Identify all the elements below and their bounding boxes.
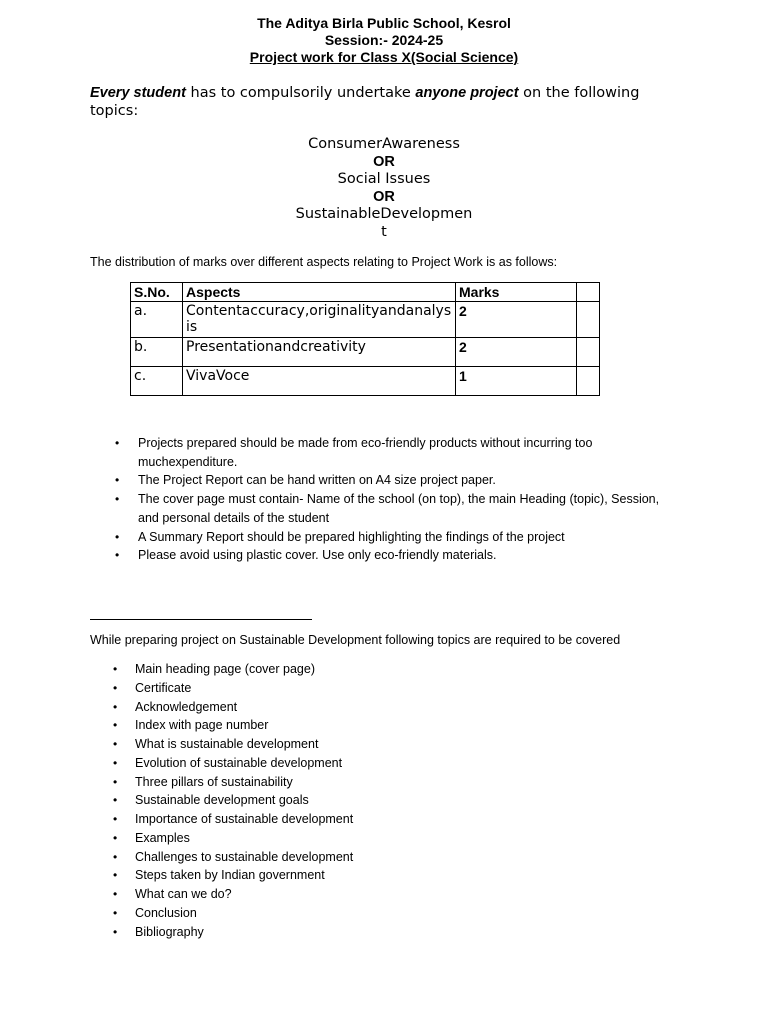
- row-marks: 2: [456, 338, 577, 367]
- list-item: [110, 866, 510, 885]
- topic-text: What is sustainable development: [135, 737, 319, 751]
- rule-text: A Summary Report should be prepared highlighting the findings of the project: [138, 529, 565, 544]
- list-item: [110, 754, 510, 773]
- row-sno: a.: [131, 302, 183, 338]
- list-item: [110, 679, 510, 698]
- topic-sustainable-development: SustainableDevelopment: [295, 206, 473, 240]
- project-title: Project work for Class X(Social Science): [249, 49, 519, 65]
- bullet-icon: •: [113, 924, 118, 939]
- header-marks: Marks: [456, 283, 577, 302]
- list-item: [110, 735, 510, 754]
- list-item: [112, 528, 682, 547]
- rules-list: [112, 434, 682, 565]
- intro-emphasis-project: anyone project: [415, 85, 519, 101]
- topic-consumer-awareness: ConsumerAwareness: [308, 136, 460, 152]
- bullet-icon: •: [115, 436, 120, 450]
- list-item: [110, 829, 510, 848]
- list-item: [112, 546, 682, 565]
- rule-text: Projects prepared should be made from eco-friendly products without incurring too muchexpenditure.: [138, 436, 593, 469]
- bullet-icon: •: [113, 680, 118, 695]
- session-line: Session:- 2024-25: [324, 32, 444, 48]
- row-marks: 1: [456, 367, 577, 396]
- bullet-icon: •: [113, 737, 118, 751]
- marks-table: [130, 282, 600, 396]
- horizontal-divider: [90, 619, 312, 620]
- list-item: [110, 716, 510, 735]
- bullet-icon: •: [113, 830, 118, 845]
- topic-text: Challenges to sustainable development: [135, 849, 354, 864]
- intro-paragraph: [90, 84, 680, 120]
- sd-topics-list: [110, 660, 510, 941]
- topic-text: Sustainable development goals: [135, 793, 309, 808]
- topic-text: Acknowledgement: [135, 699, 238, 714]
- topic-text: Examples: [135, 830, 190, 845]
- topic-text: Three pillars of sustainability: [135, 774, 293, 789]
- rule-text: The Project Report can be hand written on A4 size project paper.: [138, 473, 496, 488]
- list-item: [110, 810, 510, 829]
- bullet-icon: •: [113, 699, 118, 714]
- topic-text: Importance of sustainable development: [135, 812, 354, 826]
- list-item: [110, 660, 510, 679]
- topic-social-issues: Social Issues: [337, 171, 431, 187]
- row-sno: b.: [131, 338, 183, 367]
- bullet-icon: •: [113, 849, 118, 864]
- row-sno: c.: [131, 367, 183, 396]
- preparing-text: While preparing project on Sustainable Development following topics are required to be covered: [90, 633, 621, 647]
- bullet-icon: •: [113, 662, 118, 676]
- table-header-row: [131, 283, 600, 302]
- list-item: [112, 471, 682, 490]
- list-item: [112, 434, 682, 471]
- topic-text: Bibliography: [135, 924, 204, 939]
- bullet-icon: •: [115, 529, 120, 544]
- topic-text: Evolution of sustainable development: [135, 755, 343, 770]
- row-marks: 2: [456, 302, 577, 338]
- distribution-text: The distribution of marks over different aspects relating to Project Work is as follows:: [90, 255, 558, 269]
- intro-emphasis-student: Every student: [90, 85, 186, 101]
- bullet-icon: •: [113, 887, 118, 901]
- intro-text-1: has to compulsorily undertake: [185, 85, 416, 101]
- bullet-icon: •: [113, 718, 118, 733]
- empty-cell: [577, 338, 600, 367]
- empty-cell: [577, 367, 600, 396]
- bullet-icon: •: [113, 793, 118, 808]
- topic-text: Certificate: [135, 680, 192, 695]
- list-item: [110, 904, 510, 923]
- header-aspects: Aspects: [183, 283, 456, 302]
- topic-text: What can we do?: [135, 887, 232, 901]
- list-item: [110, 885, 510, 904]
- bullet-icon: •: [115, 473, 120, 488]
- header-sno: S.No.: [131, 283, 183, 302]
- list-item: [110, 698, 510, 717]
- list-item: [110, 773, 510, 792]
- bullet-icon: •: [115, 492, 120, 507]
- document-header: [0, 15, 768, 66]
- bullet-icon: •: [115, 548, 120, 563]
- table-row: [131, 338, 600, 367]
- row-aspect: VivaVoce: [183, 367, 456, 396]
- school-name: The Aditya Birla Public School, Kesrol: [257, 15, 511, 31]
- intro-text-2: on the following topics:: [90, 85, 640, 119]
- rule-text: Please avoid using plastic cover. Use only eco-friendly materials.: [138, 548, 497, 563]
- table-row: [131, 367, 600, 396]
- empty-cell: [577, 283, 600, 302]
- list-item: [112, 490, 682, 527]
- list-item: [110, 848, 510, 867]
- row-aspect: Presentationandcreativity: [183, 338, 456, 367]
- bullet-icon: •: [113, 755, 118, 770]
- bullet-icon: •: [113, 868, 118, 883]
- empty-cell: [577, 302, 600, 338]
- rule-text: The cover page must contain- Name of the school (on top), the main Heading (topic), Session, and personal details of the student: [138, 492, 660, 525]
- topic-text: Index with page number: [135, 718, 269, 733]
- topic-options: [284, 136, 484, 241]
- row-aspect: Contentaccuracy,originalityandanalysis: [183, 302, 456, 338]
- or-separator: OR: [373, 153, 395, 170]
- list-item: [110, 923, 510, 942]
- topic-text: Conclusion: [135, 905, 197, 920]
- bullet-icon: •: [113, 905, 118, 920]
- bullet-icon: •: [113, 774, 118, 789]
- topic-text: Steps taken by Indian government: [135, 868, 325, 883]
- table-row: [131, 302, 600, 338]
- list-item: [110, 791, 510, 810]
- bullet-icon: •: [113, 812, 118, 826]
- topic-text: Main heading page (cover page): [135, 662, 315, 676]
- or-separator: OR: [373, 188, 395, 205]
